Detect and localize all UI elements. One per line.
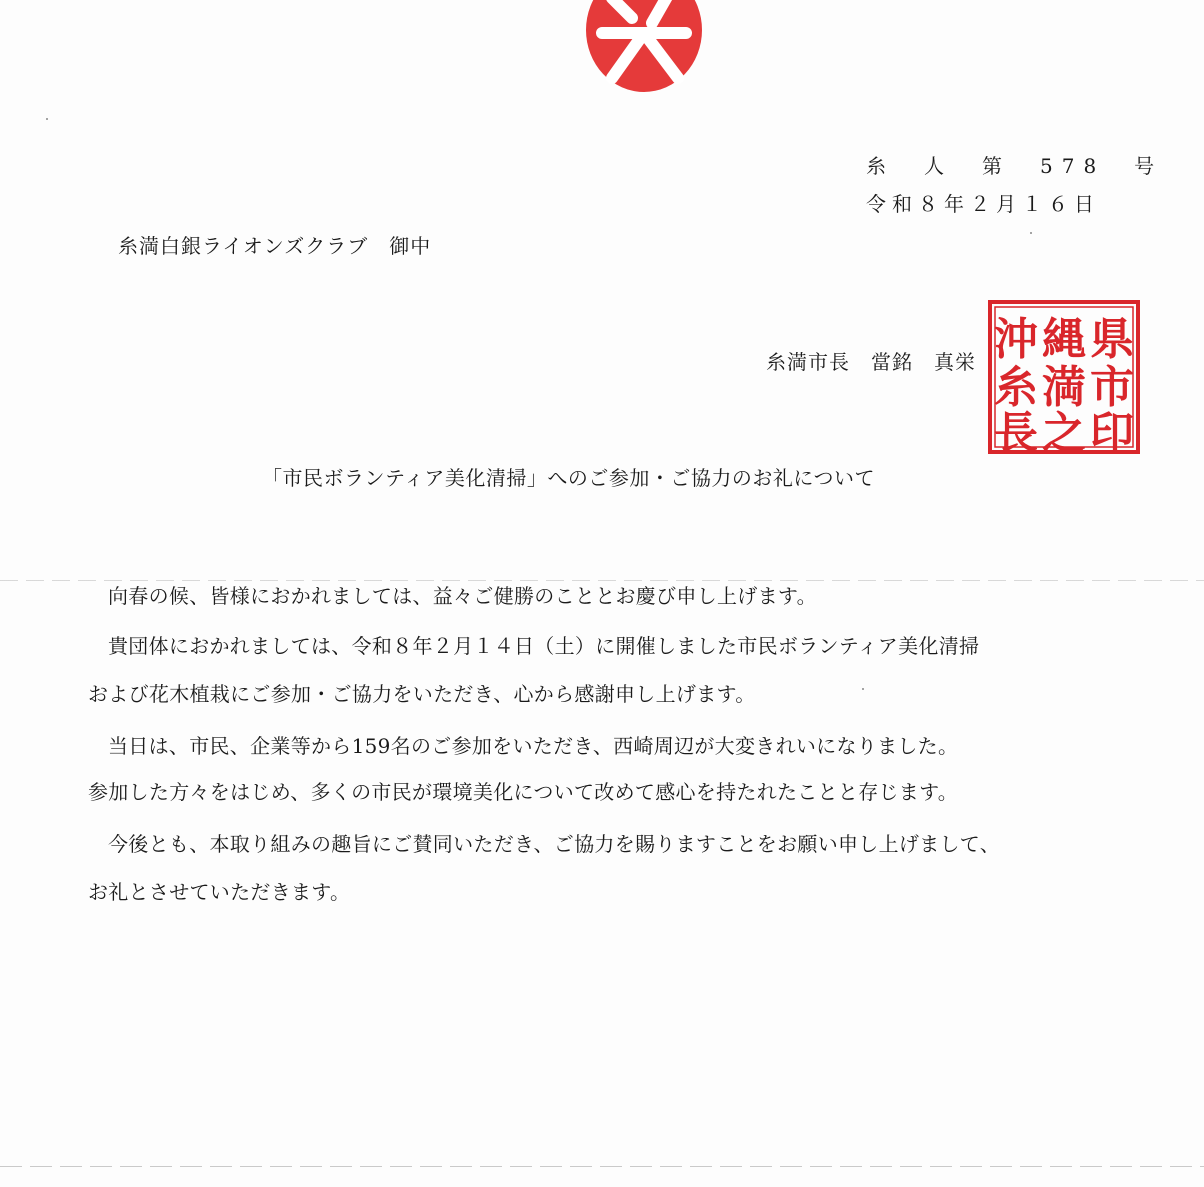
body-paragraph-line: および花木植栽にご参加・ご協力をいただき、心から感謝申し上げます。 xyxy=(88,682,756,706)
svg-text:沖: 沖 xyxy=(994,314,1038,365)
scan-speck xyxy=(1030,232,1032,234)
svg-text:縄: 縄 xyxy=(1042,314,1086,365)
document-date: 令和８年２月１６日 xyxy=(866,192,1100,216)
body-paragraph-line: お礼とさせていただきます。 xyxy=(88,880,351,904)
svg-text:糸: 糸 xyxy=(994,362,1038,413)
body-paragraph-line: 貴団体におかれましては、令和８年２月１４日（土）に開催しました市民ボランティア美化清掃 xyxy=(108,634,980,658)
official-square-seal xyxy=(986,298,1142,456)
svg-text:之: 之 xyxy=(1042,408,1086,456)
svg-text:長: 長 xyxy=(994,408,1038,456)
svg-text:市: 市 xyxy=(1090,362,1134,413)
svg-text:印: 印 xyxy=(1090,408,1134,456)
top-seal-stamp xyxy=(582,0,706,98)
body-paragraph-line: 参加した方々をはじめ、多くの市民が環境美化について改めて感心を持たれたことと存じます。 xyxy=(88,780,959,804)
scan-speck xyxy=(46,118,48,120)
body-paragraph-line: 当日は、市民、企業等から159名のご参加をいただき、西崎周辺が大変きれいになりました。 xyxy=(108,734,959,758)
letter-subject: 「市民ボランティア美化清掃」へのご参加・ご協力のお礼について xyxy=(262,466,875,490)
scan-speck xyxy=(862,688,864,690)
sender: 糸満市長 當銘 真栄 xyxy=(766,350,976,374)
body-paragraph-line: 今後とも、本取り組みの趣旨にご賛同いただき、ご協力を賜りますことをお願い申し上げまして、 xyxy=(108,832,1000,856)
recipient: 糸満白銀ライオンズクラブ 御中 xyxy=(118,234,432,258)
document-number: 糸 人 第 578 号 xyxy=(866,154,1164,178)
svg-text:満: 満 xyxy=(1042,362,1086,413)
scan-bottom-edge xyxy=(0,1166,1204,1167)
body-paragraph-line: 向春の候、皆様におかれましては、益々ご健勝のこととお慶び申し上げます。 xyxy=(108,584,817,608)
svg-text:県: 県 xyxy=(1090,314,1134,365)
